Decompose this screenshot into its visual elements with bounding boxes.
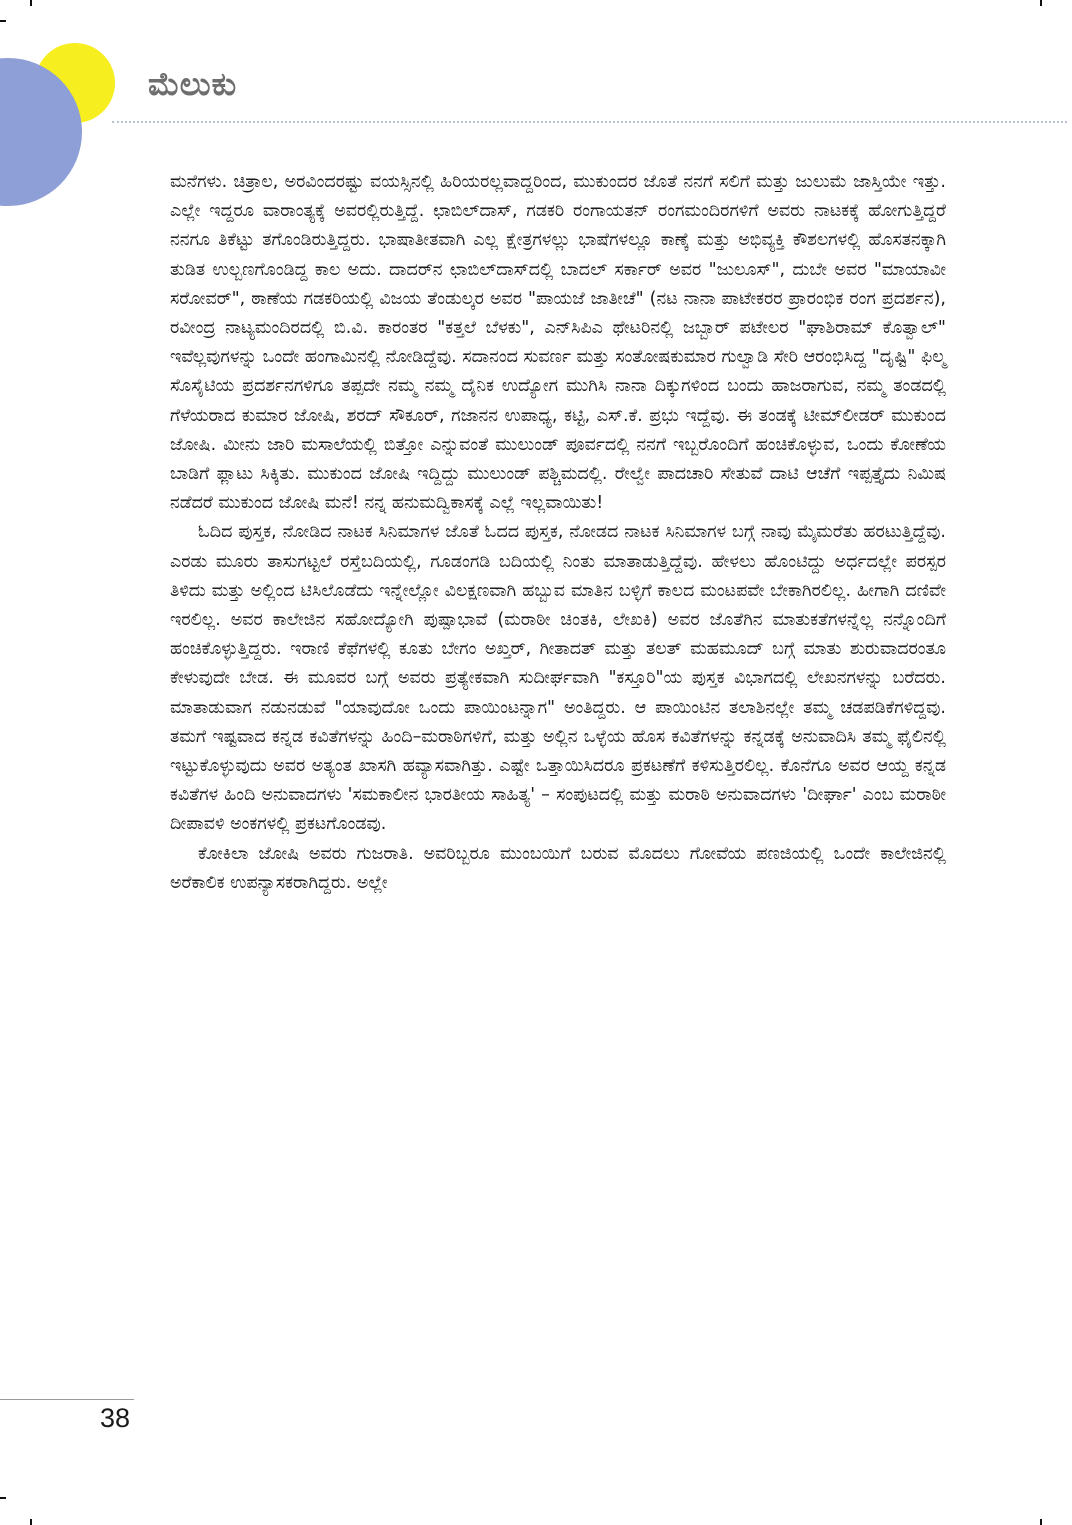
body-text (170, 168, 946, 898)
crop-mark-top-right (1040, 0, 1042, 6)
decorative-circles (0, 0, 140, 210)
page-number: 38 (100, 1403, 131, 1433)
footer-rule (0, 1399, 134, 1400)
header-dotted-rule (112, 121, 1067, 123)
paragraph-2: ಓದಿದ ಪುಸ್ತಕ, ನೋಡಿದ ನಾಟಕ ಸಿನಿಮಾಗಳ ಜೊತೆ ಓದದ ಪುಸ್ತಕ, ನೋಡದ ನಾಟಕ ಸಿನಿಮಾಗಳ ಬಗ್ಗೆ ನಾವು ಮೈಮರೆತು ಹರಟುತ್ತಿದ್ದೆವು. ಎರಡು ಮೂರು ತಾಸುಗಟ್ಟಲೆ ರಸ್ತೆಬದಿಯಲ್ಲಿ, ಗೂಡಂಗಡಿ ಬದಿಯಲ್ಲಿ ನಿಂತು ಮಾತಾಡುತ್ತಿದ್ದೆವು. ಹೇಳಲು ಹೊಂಟಿದ್ದು ಅರ್ಧದಲ್ಲೇ ಪರಸ್ಪರ ತಿಳಿದು ಮತ್ತು ಅಲ್ಲಿಂದ ಟಿಸಿಲೊಡೆದು ಇನ್ನೇಲ್ಲೋ ವಿಲಕ್ಷಣವಾಗಿ ಹಬ್ಬುವ ಮಾತಿನ ಬಳ್ಳಿಗೆ ಕಾಲದ ಮಂಟಪವೇ ಬೇಕಾಗಿರಲಿಲ್ಲ. ಹೀಗಾಗಿ ದಣಿವೇ ಇರಲಿಲ್ಲ. ಅವರ ಕಾಲೇಜಿನ ಸಹೋದ್ಯೋಗಿ ಪುಷ್ಪಾಭಾವೆ (ಮರಾಠೀ ಚಿಂತಕಿ, ಲೇಖಕಿ) ಅವರ ಜೊತೆಗಿನ ಮಾತುಕತೆಗಳನ್ನೆಲ್ಲ ನನ್ನೊಂದಿಗೆ ಹಂಚಿಕೊಳ್ಳುತ್ತಿದ್ದರು. ಇರಾಣಿ ಕೆಫೆಗಳಲ್ಲಿ ಕೂತು ಬೇಗಂ ಅಖ್ತರ್, ಗೀತಾದತ್ ಮತ್ತು ತಲತ್ ಮಹಮೂದ್ ಬಗ್ಗೆ ಮಾತು ಶುರುವಾದರಂತೂ ಕೇಳುವುದೇ ಬೇಡ. ಈ ಮೂವರ ಬಗ್ಗೆ ಅವರು ಪ್ರತ್ಯೇಕವಾಗಿ ಸುದೀರ್ಘವಾಗಿ "ಕಸ್ತೂರಿ"ಯ ಪುಸ್ತಕ ವಿಭಾಗದಲ್ಲಿ ಲೇಖನಗಳನ್ನು ಬರೆದರು. ಮಾತಾಡುವಾಗ ನಡುನಡುವೆ "ಯಾವುದೋ ಒಂದು ಪಾಯಿಂಟನ್ನಾಗ" ಅಂತಿದ್ದರು. ಆ ಪಾಯಿಂಟಿನ ತಲಾಶಿನಲ್ಲೇ ತಮ್ಮ ಚಡಪಡಿಕೆಗಳಿದ್ದವು. ತಮಗೆ ಇಷ್ಟವಾದ ಕನ್ನಡ ಕವಿತೆಗಳನ್ನು ಹಿಂದಿ–ಮರಾಠಿಗಳಿಗೆ, ಮತ್ತು ಅಲ್ಲಿನ ಒಳ್ಳೆಯ ಹೊಸ ಕವಿತೆಗಳನ್ನು ಕನ್ನಡಕ್ಕೆ ಅನುವಾದಿಸಿ ತಮ್ಮ ಫೈಲಿನಲ್ಲಿ ಇಟ್ಟುಕೊಳ್ಳುವುದು ಅವರ ಅತ್ಯಂತ ಖಾಸಗಿ ಹವ್ಯಾಸವಾಗಿತ್ತು. ಎಷ್ಟೇ ಒತ್ತಾಯಿಸಿದರೂ ಪ್ರಕಟಣೆಗೆ ಕಳಿಸುತ್ತಿರಲಿಲ್ಲ. ಕೊನೆಗೂ ಅವರ ಆಯ್ದ ಕನ್ನಡ ಕವಿತೆಗಳ ಹಿಂದಿ ಅನುವಾದಗಳು 'ಸಮಕಾಲೀನ ಭಾರತೀಯ ಸಾಹಿತ್ಯ' – ಸಂಪುಟದಲ್ಲಿ ಮತ್ತು ಮರಾಠಿ ಅನುವಾದಗಳು 'ದೀರ್ಘಾ' ಎಂಬ ಮರಾಠೀ ದೀಪಾವಳಿ ಅಂಕಗಳಲ್ಲಿ ಪ್ರಕಟಗೊಂಡವು. (170, 522, 946, 835)
crop-mark-bottom-right (1040, 1519, 1042, 1525)
paragraph-3: ಕೋಕಿಲಾ ಜೋಷಿ ಅವರು ಗುಜರಾತಿ. ಅವರಿಬ್ಬರೂ ಮುಂಬಯಿಗೆ ಬರುವ ಮೊದಲು ಗೋವೆಯ ಪಣಜಿಯಲ್ಲಿ ಒಂದೇ ಕಾಲೇಜಿನಲ್ಲಿ ಅರೆಕಾಲಿಕ ಉಪನ್ಯಾಸಕರಾಗಿದ್ದರು. ಅಲ್ಲೇ (170, 843, 946, 893)
crop-mark-left-lower (0, 1497, 6, 1499)
section-title: ಮೆಲುಕು (148, 65, 238, 103)
paragraph-1: ಮನೆಗಳು. ಚಿತ್ರಾಲ, ಅರವಿಂದರಷ್ಟು ವಯಸ್ಸಿನಲ್ಲಿ ಹಿರಿಯರಲ್ಲವಾದ್ದರಿಂದ, ಮುಕುಂದರ ಜೊತೆ ನನಗೆ ಸಲಿಗೆ ಮತ್ತು ಜುಲುಮೆ ಜಾಸ್ತಿಯೇ ಇತ್ತು. ಎಲ್ಲೇ ಇದ್ದರೂ ವಾರಾಂತ್ಯಕ್ಕೆ ಅವರಲ್ಲಿರುತ್ತಿದ್ದೆ. ಛಾಬಿಲ್‌ದಾಸ್, ಗಡಕರಿ ರಂಗಾಯತನ್ ರಂಗಮಂದಿರಗಳಿಗೆ ಅವರು ನಾಟಕಕ್ಕೆ ಹೋಗುತ್ತಿದ್ದರೆ ನನಗೂ ತಿಕೆಟ್ಟು ತಗೊಂಡಿರುತ್ತಿದ್ದರು. ಭಾಷಾತೀತವಾಗಿ ಎಲ್ಲ ಕ್ಷೇತ್ರಗಳಲ್ಲು ಭಾಷೆಗಳಲ್ಲೂ ಕಾಣ್ಕೆ ಮತ್ತು ಅಭಿವ್ಯಕ್ತಿ ಕೌಶಲಗಳಲ್ಲಿ ಹೊಸತನಕ್ಕಾಗಿ ತುಡಿತ ಉಲ್ಬಣಗೊಂಡಿದ್ದ ಕಾಲ ಅದು. ದಾದರ್‌ನ ಛಾಬಿಲ್‌ದಾಸ್‌ದಲ್ಲಿ ಬಾದಲ್ ಸರ್ಕಾರ್ ಅವರ "ಜುಲೂಸ್", ದುಬೇ ಅವರ "ಮಾಯಾವೀ ಸರೋವರ್", ಠಾಣೆಯ ಗಡಕರಿಯಲ್ಲಿ ವಿಜಯ ತೆಂಡುಲ್ಕರ ಅವರ "ಪಾಯಜೆ ಜಾತೀಚೆ" (ನಟ ನಾನಾ ಪಾಟೇಕರರ ಪ್ರಾರಂಭಿಕ ರಂಗ ಪ್ರದರ್ಶನ), ರವೀಂದ್ರ ನಾಟ್ಯಮಂದಿರದಲ್ಲಿ ಬಿ.ವಿ. ಕಾರಂತರ "ಕತ್ತಲೆ ಬೆಳಕು", ಎನ್‌ಸಿಪಿಎ ಥೇಟರಿನಲ್ಲಿ ಜಬ್ಬಾರ್ ಪಟೇಲರ "ಘಾಶಿರಾಮ್ ಕೊತ್ವಾಲ್" ಇವೆಲ್ಲವುಗಳನ್ನು ಒಂದೇ ಹಂಗಾಮಿನಲ್ಲಿ ನೋಡಿದ್ದೆವು. ಸದಾನಂದ ಸುವರ್ಣ ಮತ್ತು ಸಂತೋಷಕುಮಾರ ಗುಲ್ವಾಡಿ ಸೇರಿ ಆರಂಭಿಸಿದ್ದ "ದೃಷ್ಟಿ" ಫಿಲ್ಮ ಸೊಸೈಟಿಯ ಪ್ರದರ್ಶನಗಳಿಗೂ ತಪ್ಪದೇ ನಮ್ಮ ನಮ್ಮ ದೈನಿಕ ಉದ್ಯೋಗ ಮುಗಿಸಿ ನಾನಾ ದಿಕ್ಕುಗಳಿಂದ ಬಂದು ಹಾಜರಾಗುವ, ನಮ್ಮ ತಂಡದಲ್ಲಿ ಗೆಳೆಯರಾದ ಕುಮಾರ ಜೋಷಿ, ಶರದ್ ಸೌಕೂರ್, ಗಜಾನನ ಉಪಾಧ್ಯ, ಕಟ್ಟಿ, ಎಸ್.ಕೆ. ಪ್ರಭು ಇದ್ದೆವು. ಈ ತಂಡಕ್ಕೆ ಟೀಮ್‌ಲೀಡರ್ ಮುಕುಂದ ಜೋಷಿ. ಮೀನು ಜಾರಿ ಮಸಾಲೆಯಲ್ಲಿ ಬಿತ್ತೋ ಎನ್ನುವಂತೆ ಮುಲುಂಡ್ ಪೂರ್ವದಲ್ಲಿ ನನಗೆ ಇಬ್ಬರೊಂದಿಗೆ ಹಂಚಿಕೊಳ್ಳುವ, ಒಂದು ಕೋಣೆಯ ಬಾಡಿಗೆ ಫ್ಲಾಟು ಸಿಕ್ಕಿತು. ಮುಕುಂದ ಜೋಷಿ ಇದ್ದಿದ್ದು ಮುಲುಂಡ್ ಪಶ್ಚಿಮದಲ್ಲಿ. ರೇಲ್ವೇ ಪಾದಚಾರಿ ಸೇತುವೆ ದಾಟಿ ಆಚೆಗೆ ಇಪ್ಪತ್ತೈದು ನಿಮಿಷ ನಡೆದರೆ ಮುಕುಂದ ಜೋಷಿ ಮನೆ! ನನ್ನ ಹನುಮದ್ವಿಕಾಸಕ್ಕೆ ಎಲ್ಲೆ ಇಲ್ಲವಾಯಿತು! (170, 172, 946, 514)
crop-mark-bottom-left (30, 1519, 32, 1525)
